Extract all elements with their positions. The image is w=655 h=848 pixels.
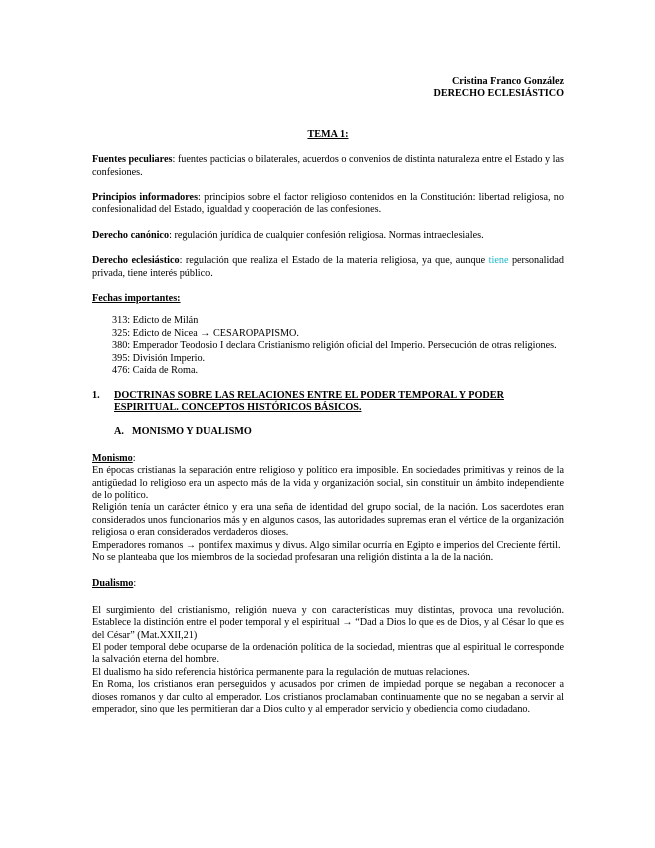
- definition-eclesiastico: [92, 255, 564, 280]
- fechas-list: [112, 315, 564, 377]
- definition-fuentes: [92, 154, 564, 179]
- document-body: [92, 76, 564, 716]
- definition-text-before: : regulación que realiza el Estado de la materia religiosa, ya que, aunque: [179, 255, 489, 267]
- section-title: DOCTRINAS SOBRE LAS RELACIONES ENTRE EL PODER TEMPORAL Y PODER ESPIRITUAL. CONCEPTOS HISTÓRICOS BÁSICOS.: [114, 389, 504, 413]
- monismo-heading: Monismo:: [92, 452, 136, 464]
- subsection-title: MONISMO Y DUALISMO: [132, 426, 252, 438]
- definition-text-after: personalidad privada, tiene interés público.: [92, 255, 564, 279]
- topic-title: TEMA 1:: [307, 128, 349, 140]
- fecha-item: 395: División Imperio.: [112, 352, 206, 364]
- author-name: Cristina Franco González: [451, 76, 564, 87]
- fecha-item: 476: Caída de Roma.: [112, 365, 199, 377]
- definition-text: : fuentes pacticias o bilaterales, acuerdos o convenios de distinta naturaleza entre el Estado y las confesiones.: [92, 154, 564, 178]
- dualismo-heading: Dualismo:: [92, 578, 137, 590]
- paragraph: En Roma, los cristianos eran perseguidos y acusados por crimen de impiedad porque se negaban a reconocer a dioses romanos y dar culto al emperador. Los cristianos proclamaban continuamente que no se negaban a servir al emperador, sino que les permitieran dar a Dios culto y al emperador servicio y obediencia como ciudadano.: [92, 679, 564, 716]
- paragraph: Emperadores romanos → pontifex maximus y divus. Algo similar ocurría en Egipto e imperios del Creciente fértil.: [92, 539, 561, 551]
- definition-text: : regulación jurídica de cualquier confesión religiosa. Normas intraeclesiales.: [169, 229, 484, 241]
- definition-term: Derecho canónico: [92, 229, 170, 241]
- course-name: DERECHO ECLESIÁSTICO: [433, 88, 564, 100]
- definition-principios: [92, 192, 564, 217]
- fecha-item: 313: Edicto de Milán: [112, 315, 199, 327]
- definition-term: Fuentes peculiares: [92, 154, 173, 166]
- definition-term: Derecho eclesiástico: [92, 255, 180, 267]
- paragraph: El poder temporal debe ocuparse de la ordenación política de la sociedad, mientras que al espiritual le corresponde la salvación eterna del hombre.: [92, 642, 564, 666]
- monismo-text: [92, 465, 564, 564]
- section-number: 1.: [92, 389, 100, 401]
- dualismo-text: [92, 605, 564, 717]
- paragraph: Religión tenía un carácter étnico y era una seña de identidad del grupo social, de la nación. Los sacerdotes eran considerados unos funcionarios más y en algunos casos, las autoridades supremas eran el vértice de la organización religiosa o eran considerados verdaderos dioses.: [92, 502, 564, 539]
- paragraph: El dualismo ha sido referencia histórica permanente para la regulación de mutuas relaciones.: [92, 666, 470, 678]
- fecha-item: 380: Emperador Teodosio I declara Cristianismo religión oficial del Imperio. Persecución de otras religiones.: [112, 340, 557, 352]
- highlighted-word: tiene: [488, 255, 509, 267]
- definition-canonico: [92, 230, 564, 242]
- section-heading: [92, 390, 564, 415]
- subsection-letter: A.: [114, 426, 124, 438]
- fechas-heading: Fechas importantes:: [92, 293, 181, 305]
- fecha-item: 325: Edicto de Nicea → CESAROPAPISMO.: [112, 327, 299, 339]
- paragraph: En épocas cristianas la separación entre religioso y político era imposible. En sociedades primitivas y reinos de la antigüedad lo religioso era un aspecto más de la vida y organización social, sin constituir un ámbito independiente de lo político.: [92, 465, 564, 501]
- definition-text: : principios sobre el factor religioso contenidos en la Constitución: libertad religiosa, no confesionalidad del Estado, igualdad y cooperación de las confesiones.: [92, 192, 564, 216]
- subsection-heading: [114, 426, 564, 438]
- paragraph: No se planteaba que los miembros de la sociedad profesaran una religión distinta a la de la nación.: [92, 551, 494, 563]
- paragraph: El surgimiento del cristianismo, religión nueva y con características muy distintas, provoca una revolución. Establece la distinción entre el poder temporal y el espiritual → “Dad a Dios lo que es de Dios, y al César lo que es del César” (Mat.XXII,21): [92, 604, 564, 641]
- definition-term: Principios informadores: [92, 192, 199, 204]
